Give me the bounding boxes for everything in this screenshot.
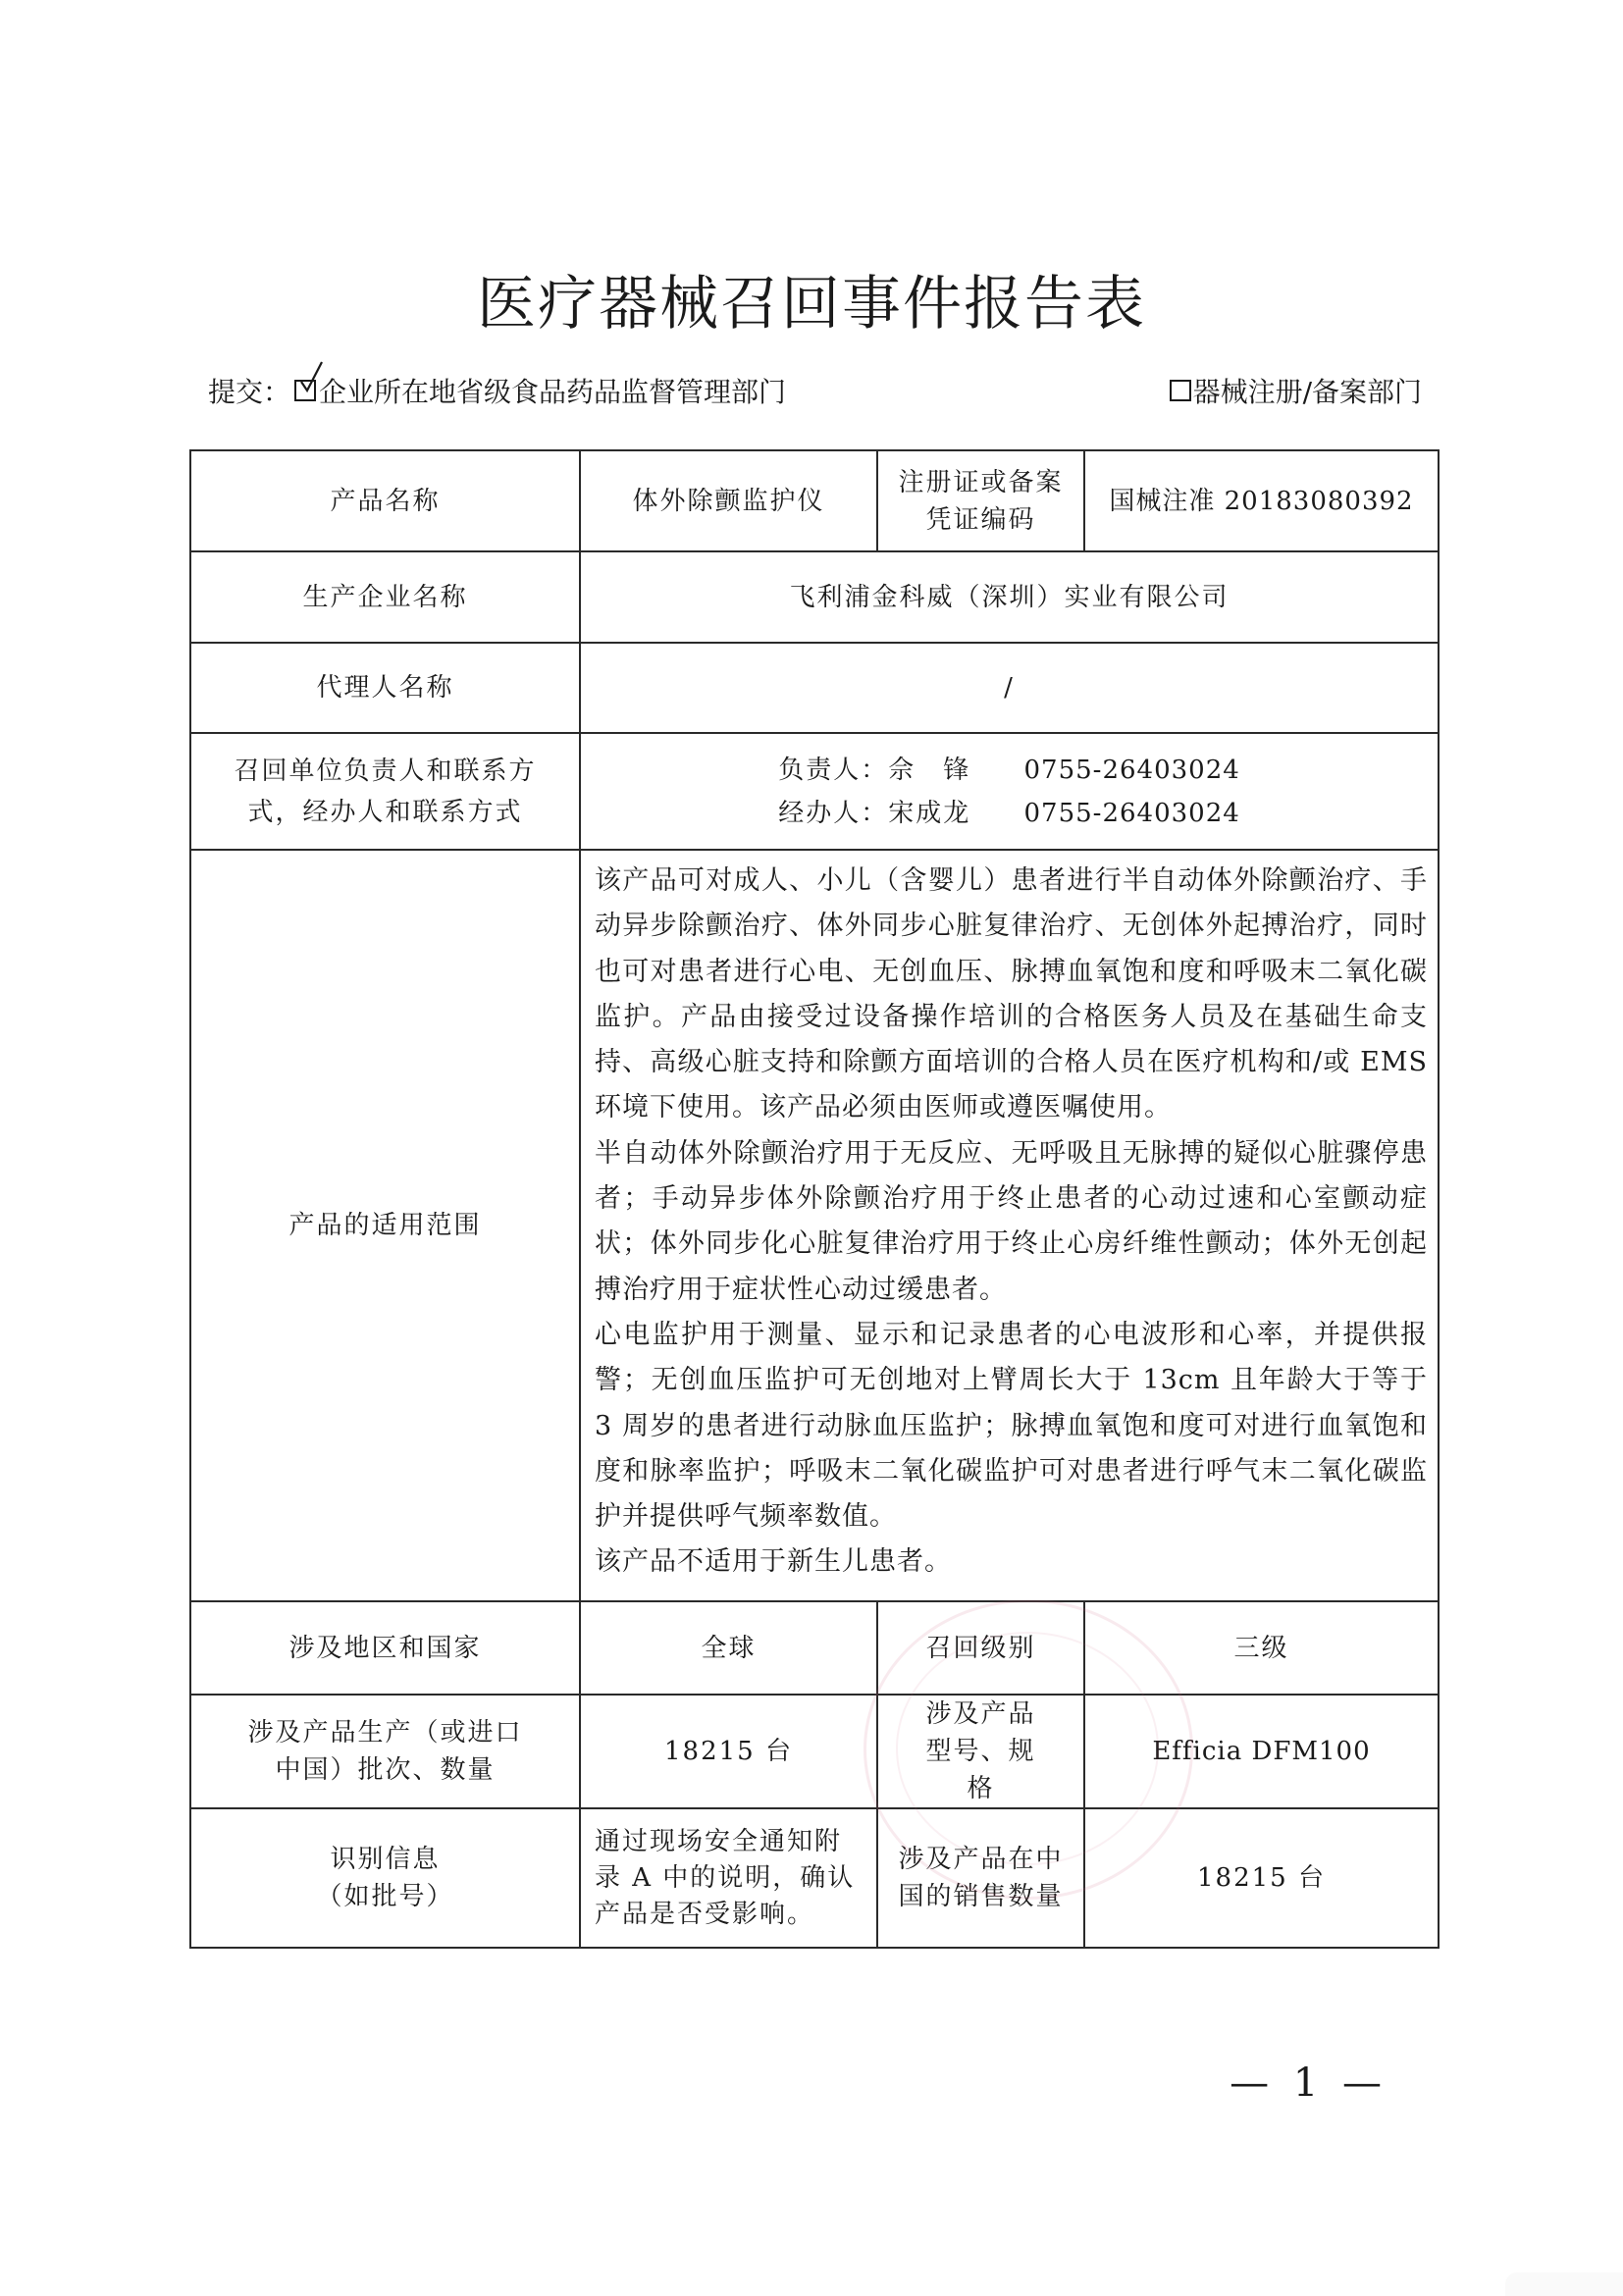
scope-value bbox=[580, 850, 1439, 1601]
scope-paragraph: 半自动体外除颤治疗用于无反应、无呼吸且无脉搏的疑似心脏骤停患者；手动异步体外除颤治疗用于终止患者的心动过速和心室颤动症状；体外同步化心脏复律治疗用于终止心房纤维性颤动；体外无创起搏治疗用于症状性心动过缓患者。 bbox=[595, 1137, 1428, 1305]
submit-line bbox=[208, 371, 1422, 410]
batch-value: 18215 台 bbox=[580, 1695, 877, 1808]
table-row bbox=[190, 1601, 1439, 1695]
checkmark-icon bbox=[298, 360, 324, 393]
table-row bbox=[190, 1695, 1439, 1808]
contact-responsible: 负责人：佘 锋 bbox=[778, 755, 971, 785]
checked-checkbox[interactable] bbox=[294, 380, 316, 401]
contact-responsible-phone: 0755-26403024 bbox=[1023, 755, 1240, 785]
contact-responsible-line bbox=[589, 749, 1430, 792]
region-label: 涉及地区和国家 bbox=[190, 1601, 580, 1695]
id-info-value: 通过现场安全通知附录 A 中的说明，确认产品是否受影响。 bbox=[580, 1808, 877, 1948]
table-row bbox=[190, 551, 1439, 643]
recall-level-label: 召回级别 bbox=[877, 1601, 1084, 1695]
contact-label: 召回单位负责人和联系方式，经办人和联系方式 bbox=[190, 733, 580, 850]
submit-prefix: 提交： bbox=[208, 376, 291, 408]
registration-value: 国械注准 20183080392 bbox=[1084, 450, 1439, 551]
page-number: — 1 — bbox=[1230, 2061, 1387, 2106]
scope-paragraph: 该产品不适用于新生儿患者。 bbox=[595, 1546, 952, 1578]
scope-label: 产品的适用范围 bbox=[190, 850, 580, 1601]
unchecked-checkbox[interactable] bbox=[1170, 380, 1191, 401]
scope-paragraph: 该产品可对成人、小儿（含婴儿）患者进行半自动体外除颤治疗、手动异步除颤治疗、体外同步心脏复律治疗、无创体外起搏治疗，同时也可对患者进行心电、无创血压、脉搏血氧饱和度和呼吸末二氧化碳监护。产品由接受过设备操作培训的合格医务人员及在基础生命支持、高级心脏支持和除颤方面培训的合格人员在医疗机构和/或 EMS 环境下使用。该产品必须由医师或遵医嘱使用。 bbox=[595, 865, 1428, 1123]
table-row bbox=[190, 450, 1439, 551]
recall-level-value: 三级 bbox=[1084, 1601, 1439, 1695]
region-value: 全球 bbox=[580, 1601, 877, 1695]
table-row bbox=[190, 1808, 1439, 1948]
submit-option-1 bbox=[208, 371, 786, 410]
scope-paragraph: 心电监护用于测量、显示和记录患者的心电波形和心率，并提供报警；无创血压监护可无创地对上臂周长大于 13cm 且年龄大于等于 3 周岁的患者进行动脉血压监护；脉搏血氧饱和度可对进行血氧饱和度和脉率监护；呼吸末二氧化碳监护可对患者进行呼气末二氧化碳监护并提供呼气频率数值。 bbox=[595, 1319, 1428, 1533]
product-name-label: 产品名称 bbox=[190, 450, 580, 551]
id-info-label: 识别信息（如批号） bbox=[190, 1808, 580, 1948]
model-value: Efficia DFM100 bbox=[1084, 1695, 1439, 1808]
china-sales-label: 涉及产品在中国的销售数量 bbox=[877, 1808, 1084, 1948]
submit-option-1-label: 企业所在地省级食品药品监督管理部门 bbox=[319, 376, 787, 408]
submit-option-2 bbox=[1166, 371, 1422, 410]
contact-handler-line bbox=[589, 792, 1430, 835]
table-row bbox=[190, 733, 1439, 850]
manufacturer-label: 生产企业名称 bbox=[190, 551, 580, 643]
manufacturer-value: 飞利浦金科威（深圳）实业有限公司 bbox=[580, 551, 1439, 643]
model-label: 涉及产品型号、规格 bbox=[877, 1695, 1084, 1808]
agent-value: / bbox=[580, 643, 1439, 733]
table-row bbox=[190, 850, 1439, 1601]
product-name-value: 体外除颤监护仪 bbox=[580, 450, 877, 551]
page-title: 医疗器械召回事件报告表 bbox=[477, 270, 1146, 339]
submit-option-2-label: 器械注册/备案部门 bbox=[1192, 376, 1422, 408]
registration-label: 注册证或备案凭证编码 bbox=[877, 450, 1084, 551]
contact-handler: 经办人：宋成龙 bbox=[778, 798, 971, 828]
recall-report-table bbox=[189, 449, 1440, 1949]
agent-label: 代理人名称 bbox=[190, 643, 580, 733]
table-row bbox=[190, 643, 1439, 733]
batch-label: 涉及产品生产（或进口中国）批次、数量 bbox=[190, 1695, 580, 1808]
corner-mark bbox=[1505, 2272, 1623, 2296]
contact-handler-phone: 0755-26403024 bbox=[1023, 798, 1240, 828]
china-sales-value: 18215 台 bbox=[1084, 1808, 1439, 1948]
contact-value bbox=[580, 733, 1439, 850]
